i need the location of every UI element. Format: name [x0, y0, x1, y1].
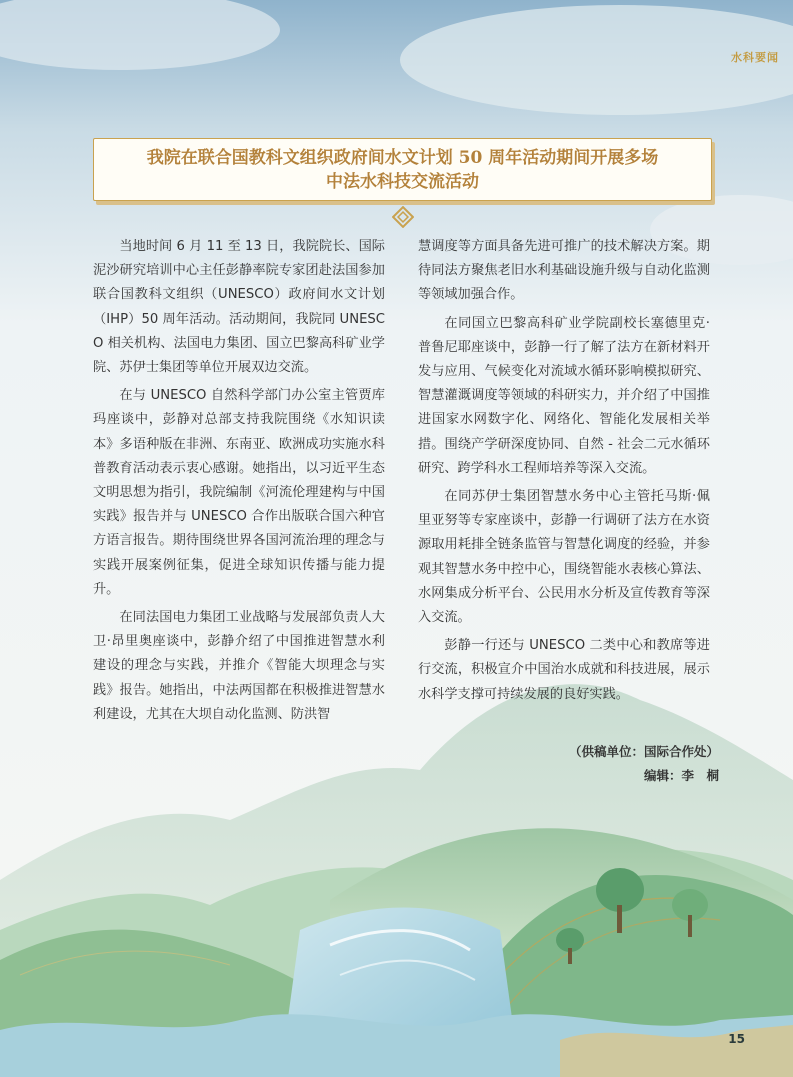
page-number: 15 [728, 1032, 745, 1046]
paragraph: 在同法国电力集团工业战略与发展部负责人大卫·昂里奥座谈中，彭静介绍了中国推进智慧水利建设的理念与实践，并推介《智能大坝理念与实践》报告。她指出，中法两国都在积极推进智慧水利建设，尤其在大坝自动化监测、防洪智 [93, 610, 385, 722]
paragraph: 在同苏伊士集团智慧水务中心主管托马斯·佩里亚努等专家座谈中，彭静一行调研了法方在水资源取用耗排全链条监管与智慧化调度的经验，并参观其智慧水务中控中心，围绕智能水表核心算法、水网集成分析平台、公民用水分析及宣传教育等深入交流。 [418, 489, 710, 626]
source-credit: （供稿单位：国际合作处） [568, 744, 719, 759]
section-tag: 水科要闻 [731, 51, 779, 64]
paragraph-continuation: 慧调度等方面具备先进可推广的技术解决方案。期待同法方聚焦老旧水利基础设施升级与自动化监测等领域加强合作。 [418, 239, 710, 303]
article-title-line-2: 中法水科技交流活动 [326, 171, 479, 192]
editor-credit: 编辑：李 桐 [643, 768, 719, 783]
article-title-box [93, 138, 712, 201]
paragraph: 在与 UNESCO 自然科学部门办公室主管贾库玛座谈中，彭静对总部支持我院围绕《水知识读本》多语种版在非洲、东南亚、欧洲成功实施水科普教育活动表示衷心感谢。她指出，以习近平生态文明思想为指引，我院编制《河流伦理建构与中国实践》报告并与 UNESCO 合作出版联合国六种官方语言报告。期待围绕世界各国河流治理的理念与实践开展案例征集，促进全球知识传播与能力提升。 [93, 388, 385, 597]
paragraph: 彭静一行还与 UNESCO 二类中心和教席等进行交流，积极宣介中国治水成就和科技进展，展示水科学支撑可持续发展的良好实践。 [418, 638, 710, 702]
left-column [93, 235, 385, 731]
right-column [418, 235, 710, 711]
article-title-line-1: 我院在联合国教科文组织政府间水文计划 50 周年活动期间开展多场 [146, 147, 659, 168]
diamond-ornament-icon [392, 206, 414, 228]
paragraph: 当地时间 6 月 11 至 13 日，我院院长、国际泥沙研究培训中心主任彭静率院专家团赴法国参加联合国教科文组织（UNESCO）政府间水文计划（IHP）50 周年活动。活动期间，我院同 UNESCO 相关机构、法国电力集团、国立巴黎高科矿业学院、苏伊士集团等单位开展双边交流。 [93, 239, 385, 376]
paragraph: 在同国立巴黎高科矿业学院副校长塞德里克·普鲁尼耶座谈中，彭静一行了解了法方在新材料开发与应用、气候变化对流域水循环影响模拟研究、智慧灌溉调度等领域的科研实力，并介绍了中国推进国家水网数字化、网络化、智能化发展相关举措。围绕产学研深度协同、自然 - 社会二元水循环研究、跨学科水工程师培养等深入交流。 [418, 315, 710, 476]
